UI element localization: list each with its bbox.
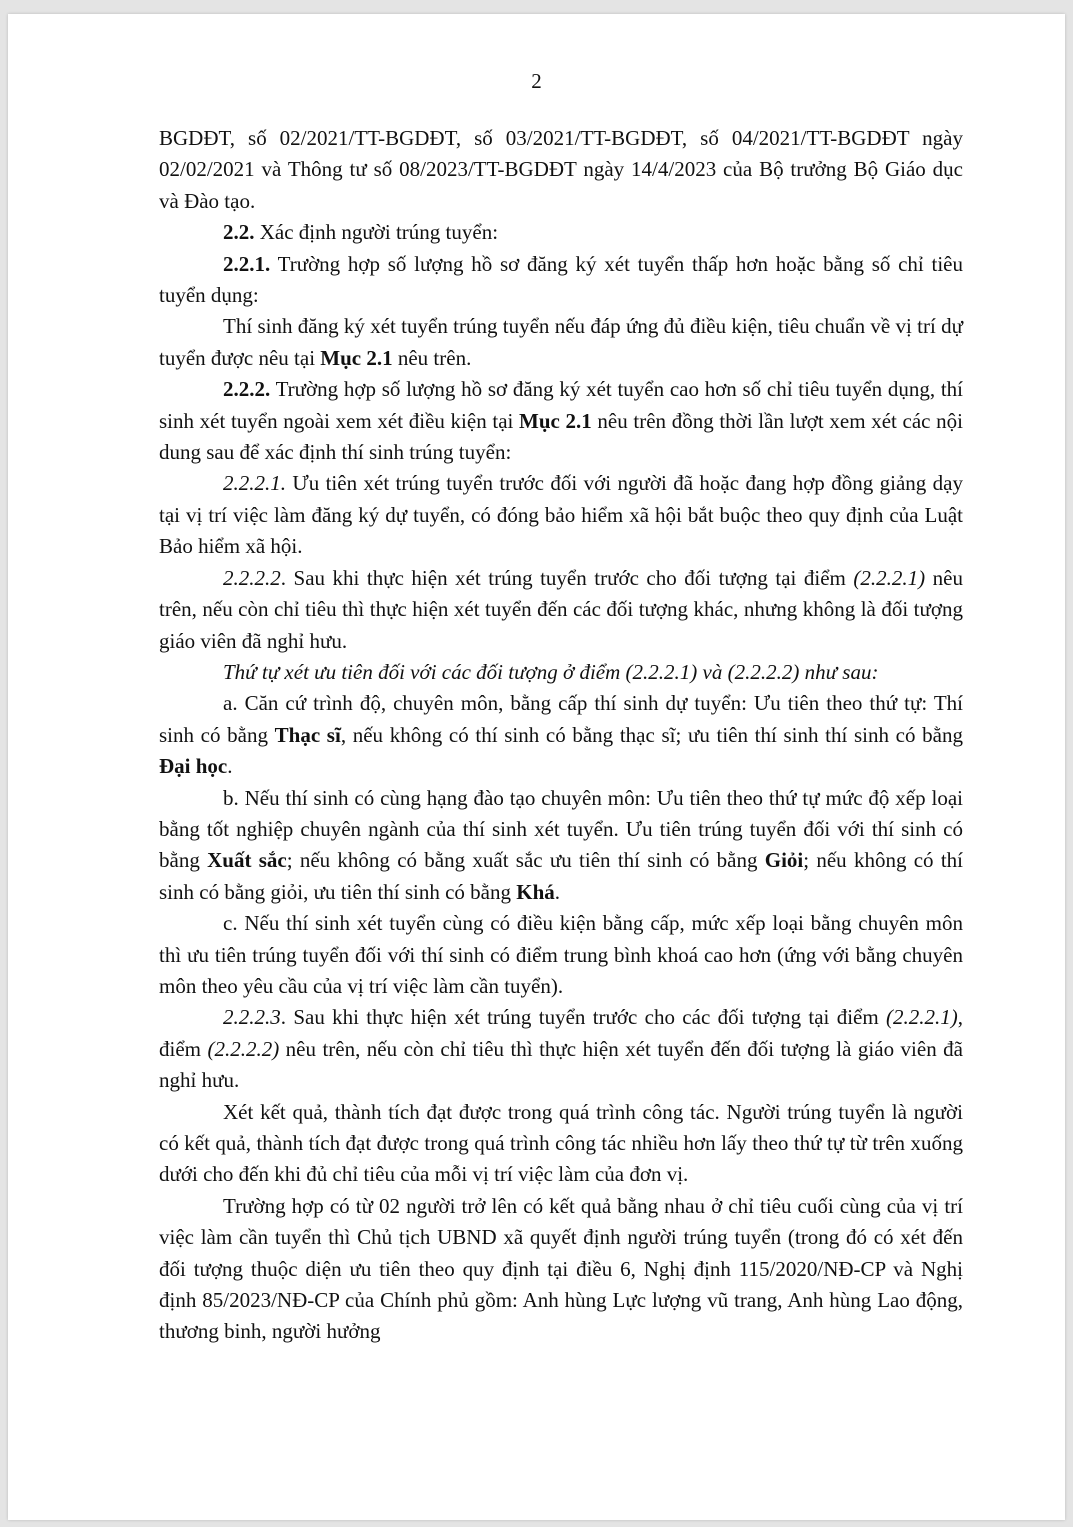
reference-bold: Mục 2.1 [320,345,393,370]
document-body [159,123,963,1348]
reference-bold: Mục 2.1 [519,408,592,433]
section-number: 2.2.2.2 [223,565,281,590]
item-a: a. Căn cứ trình độ, chuyên môn, bằng cấp thí sinh dự tuyển: Ưu tiên theo thứ tự: Thí sinh có bằng Thạc sĩ, nếu không có thí sinh có bằng thạc sĩ; ưu tiên thí sinh thí sinh có bằng Đại học. [159,691,963,779]
paragraph-eligible: Thí sinh đăng ký xét tuyển trúng tuyển nếu đáp ứng đủ điều kiện, tiêu chuẩn về vị trí dự tuyển được nêu tại Mục 2.1 nêu trên. [159,314,963,370]
section-number: 2.2.2.3 [223,1005,281,1030]
section-2-2-2: 2.2.2. Trường hợp số lượng hồ sơ đăng ký xét tuyển cao hơn số chỉ tiêu tuyển dụng, thí sinh xét tuyển ngoài xem xét điều kiện tại Mục 2.1 nêu trên đồng thời lần lượt xem xét các nội dung sau để xác định thí sinh trúng tuyển: [159,377,963,465]
section-2-2: 2.2. Xác định người trúng tuyển: [223,220,499,245]
item-b: b. Nếu thí sinh có cùng hạng đào tạo chuyên môn: Ưu tiên theo thứ tự mức độ xếp loại bằng tốt nghiệp chuyên ngành của thí sinh xét tuyển. Ưu tiên trúng tuyển đối với thí sinh có bằng Xuất sắc; nếu không có bằng xuất sắc ưu tiên thí sinh có bằng Giỏi; nếu không có thí sinh có bằng giỏi, ưu tiên thí sinh có bằng Khá. [159,785,963,904]
priority-order-heading: Thứ tự xét ưu tiên đối với các đối tượng ở điểm (2.2.2.1) và (2.2.2.2) như sau: [223,659,879,684]
item-c: c. Nếu thí sinh xét tuyển cùng có điều kiện bằng cấp, mức xếp loại bằng chuyên môn thì ưu tiên trúng tuyển đối với thí sinh có điểm trung bình khoá cao hơn (ứng với bằng chuyên môn theo yêu cầu của vị trí việc làm cần tuyển). [159,911,963,998]
document-page [8,14,1065,1520]
section-number: 2.2.2. [223,377,271,402]
section-2-2-2-3: 2.2.2.3. Sau khi thực hiện xét trúng tuyển trước cho các đối tượng tại điểm (2.2.2.1), điểm (2.2.2.2) nêu trên, nếu còn chỉ tiêu thì thực hiện xét tuyển đến đối tượng là giáo viên đã nghỉ hưu. [159,1005,963,1093]
section-2-2-2-1: 2.2.2.1. Ưu tiên xét trúng tuyển trước đối với người đã hoặc đang hợp đồng giảng dạy tại vị trí việc làm đăng ký dự tuyển, có đóng bảo hiểm xã hội bắt buộc theo quy định của Luật Bảo hiểm xã hội. [159,471,963,559]
paragraph-continuation: BGDĐT, số 02/2021/TT-BGDĐT, số 03/2021/TT-BGDĐT, số 04/2021/TT-BGDĐT ngày 02/02/2021 và Thông tư số 08/2023/TT-BGDĐT ngày 14/4/2023 của Bộ trưởng Bộ Giáo dục và Đào tạo. [159,126,963,213]
paragraph-tie-break: Trường hợp có từ 02 người trở lên có kết quả bằng nhau ở chỉ tiêu cuối cùng của vị trí việc làm cần tuyển thì Chủ tịch UBND xã quyết định người trúng tuyển (trong đó có xét đến đối tượng thuộc diện ưu tiên theo quy định tại điều 6, Nghị định 115/2020/NĐ-CP và Nghị định 85/2023/NĐ-CP của Chính phủ gồm: Anh hùng Lực lượng vũ trang, Anh hùng Lao động, thương binh, người hưởng [159,1193,963,1344]
section-number: 2.2.1. [223,251,271,276]
section-2-2-1: 2.2.1. Trường hợp số lượng hồ sơ đăng ký xét tuyển thấp hơn hoặc bằng số chỉ tiêu tuyển dụng: [159,251,963,308]
page-number: 2 [531,69,542,93]
section-number: 2.2. [223,220,255,245]
section-2-2-2-2: 2.2.2.2. Sau khi thực hiện xét trúng tuyển trước cho đối tượng tại điểm (2.2.2.1) nêu trên, nếu còn chỉ tiêu thì thực hiện xét tuyển đến các đối tượng khác, nhưng không là đối tượng giáo viên đã nghỉ hưu. [159,565,963,653]
section-number: 2.2.2.1. [223,471,286,496]
paragraph-results: Xét kết quả, thành tích đạt được trong quá trình công tác. Người trúng tuyển là người có kết quả, thành tích đạt được trong quá trình công tác nhiều hơn lấy theo thứ tự từ trên xuống dưới cho đến khi đủ chỉ tiêu của mỗi vị trí việc làm của đơn vị. [159,1099,963,1187]
